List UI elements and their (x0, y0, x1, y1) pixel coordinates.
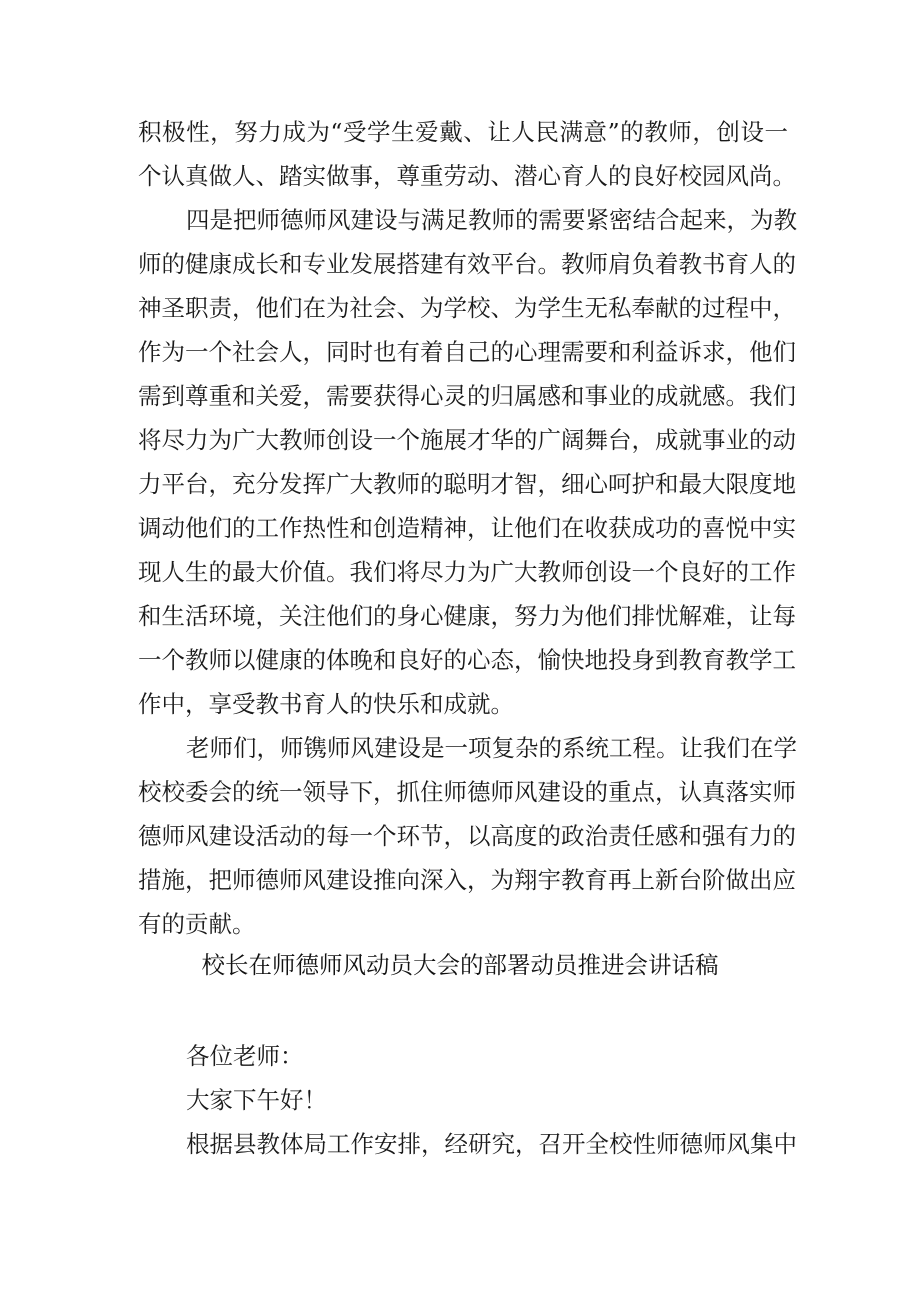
paragraph-line: 师的健康成长和专业发展搭建有效平台。教师肩负着教书育人的 (138, 250, 796, 278)
paragraph-line: 需到尊重和关爱，需要获得心灵的归属感和事业的成就感。我们 (138, 382, 796, 410)
paragraph-line: 积极性，努力成为“受学生爱戴、让人民满意”的教师，创设一 (138, 118, 788, 146)
salutation: 各位老师： (186, 1042, 304, 1070)
paragraph-line: 作为一个社会人，同时也有着自己的心理需要和利益诉求，他们 (138, 338, 796, 366)
paragraph-line: 一个教师以健康的体晚和良好的心态，愉快地投身到教育教学工 (138, 646, 796, 674)
paragraph-line: 作中，享受教书育人的快乐和成就。 (138, 690, 514, 718)
paragraph-line: 现人生的最大价值。我们将尽力为广大教师创设一个良好的工作 (138, 558, 796, 586)
paragraph-line: 调动他们的工作热性和创造精神，让他们在收获成功的喜悦中实 (138, 514, 796, 542)
paragraph-line: 措施，把师德师风建设推向深入，为翔宇教育再上新台阶做出应 (138, 866, 796, 894)
paragraph-line: 力平台，充分发挥广大教师的聪明才智，细心呵护和最大限度地 (138, 470, 796, 498)
greeting: 大家下午好！ (186, 1086, 327, 1114)
paragraph-line: 个认真做人、踏实做事，尊重劳动、潜心育人的良好校园风尚。 (138, 162, 796, 190)
paragraph-line: 将尽力为广大教师创设一个施展才华的广阔舞台，成就事业的动 (138, 426, 796, 454)
paragraph-line: 和生活环境，关注他们的身心健康，努力为他们排忧解难，让每 (138, 602, 796, 630)
paragraph-line: 神圣职责，他们在为社会、为学校、为学生无私奉献的过程中， (138, 294, 796, 322)
paragraph-line: 四是把师德师风建设与满足教师的需要紧密结合起来，为教 (186, 206, 797, 234)
speech-title: 校长在师德师风动员大会的部署动员推进会讲话稿 (201, 951, 719, 979)
opening-line: 根据县教体局工作安排，经研究，召开全校性师德师风集中 (186, 1130, 797, 1158)
paragraph-line: 德师风建设活动的每一个环节，以高度的政治责任感和强有力的 (138, 822, 796, 850)
paragraph-line: 有的贡献。 (138, 910, 256, 938)
paragraph-line: 老师们，师镌师风建设是一项复杂的系统工程。让我们在学 (186, 734, 797, 762)
paragraph-line: 校校委会的统一领导下，抓住师德师风建设的重点，认真落实师 (138, 778, 796, 806)
